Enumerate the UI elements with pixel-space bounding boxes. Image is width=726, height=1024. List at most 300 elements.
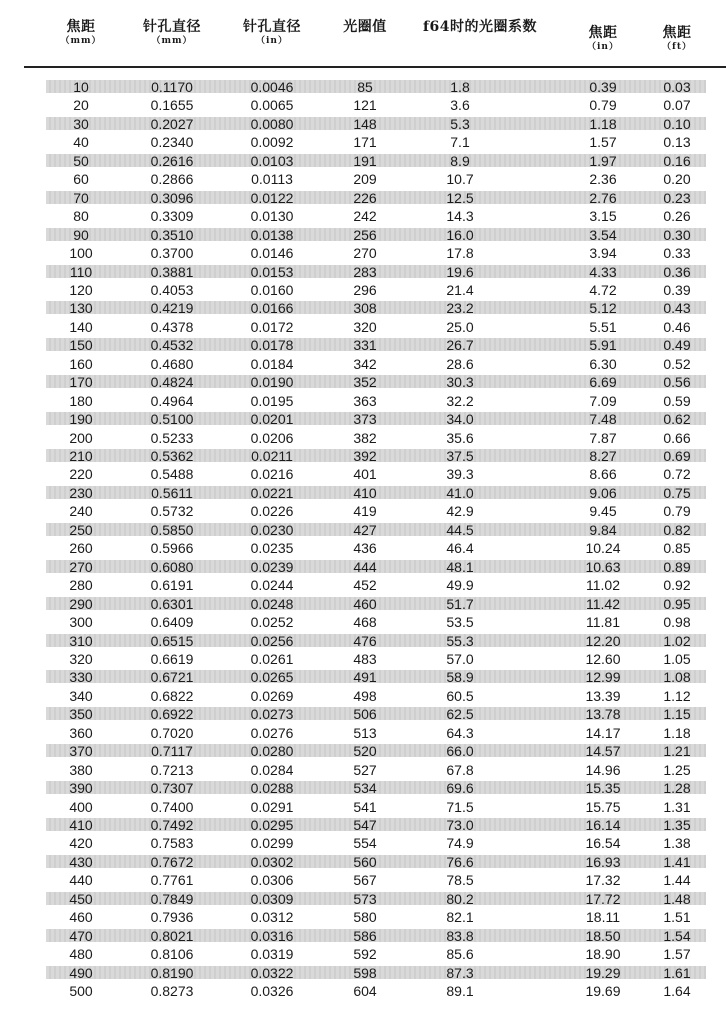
table-cell: 170 (69, 374, 93, 391)
table-cell: 1.21 (663, 743, 691, 760)
table-cell: 0.7583 (150, 835, 194, 852)
table-cell: 419 (353, 503, 377, 520)
table-row (0, 299, 726, 317)
table-cell: 9.45 (589, 503, 617, 520)
table-row (0, 392, 726, 410)
table-cell: 1.57 (589, 134, 617, 151)
table-cell: 0.0211 (251, 448, 293, 464)
table-cell: 8.66 (589, 466, 617, 483)
table-cell: 527 (353, 761, 377, 778)
table-row (0, 890, 726, 908)
table-cell: 110 (69, 263, 93, 280)
header-focal-length-in (578, 26, 628, 52)
table-cell: 0.0065 (250, 97, 294, 114)
table-cell: 0.39 (589, 79, 617, 95)
table-cell: 16.93 (585, 853, 621, 870)
table-cell: 1.18 (663, 724, 691, 741)
table-row (0, 871, 726, 889)
table-cell: 363 (353, 392, 377, 409)
table-cell: 1.41 (663, 853, 691, 870)
table-row (0, 410, 726, 428)
table-cell: 87.3 (446, 964, 474, 981)
table-row (0, 484, 726, 502)
table-cell: 73.0 (446, 817, 474, 833)
table-cell: 0.85 (663, 540, 691, 557)
table-row (0, 226, 726, 244)
table-cell: 1.64 (663, 983, 691, 1000)
table-cell: 0.0265 (250, 669, 294, 686)
table-cell: 4.72 (589, 281, 617, 298)
table-cell: 11.42 (586, 595, 620, 612)
table-cell: 410 (353, 484, 377, 501)
table-row (0, 650, 726, 668)
table-row (0, 964, 726, 982)
table-cell: 12.20 (585, 632, 621, 649)
table-cell: 0.33 (663, 245, 691, 262)
table-row (0, 355, 726, 373)
table-cell: 85 (357, 79, 373, 95)
table-cell: 0.0291 (250, 798, 294, 815)
table-cell: 19.6 (446, 263, 474, 280)
table-cell: 0.2027 (150, 115, 194, 132)
table-cell: 0.0113 (251, 171, 293, 188)
table-cell: 0.95 (663, 595, 691, 612)
table-cell: 32.2 (446, 392, 474, 409)
table-cell: 57.0 (446, 650, 474, 667)
table-cell: 0.8106 (150, 946, 194, 963)
table-cell: 0.7307 (150, 780, 194, 797)
table-cell: 506 (353, 706, 377, 723)
header-unit: （mm） (151, 36, 193, 46)
table-cell: 10.7 (446, 171, 474, 188)
table-cell: 1.25 (663, 761, 691, 778)
table-cell: 604 (353, 983, 377, 1000)
table-cell: 64.3 (446, 724, 474, 741)
table-cell: 420 (69, 835, 93, 852)
table-cell: 0.4824 (150, 374, 194, 391)
table-cell: 427 (353, 521, 377, 538)
table-cell: 17.32 (585, 872, 621, 889)
table-cell: 49.9 (446, 577, 474, 594)
table-cell: 53.5 (446, 614, 474, 631)
table-cell: 3.6 (450, 97, 470, 114)
table-cell: 0.39 (663, 281, 691, 298)
table-cell: 490 (69, 964, 93, 981)
table-row (0, 705, 726, 723)
header-label: 焦距 (662, 25, 692, 41)
table-row (0, 189, 726, 207)
table-row (0, 244, 726, 262)
header-focal-length-ft (652, 26, 702, 52)
table-cell: 80 (73, 208, 89, 225)
table-cell: 592 (353, 946, 377, 963)
table-row (0, 632, 726, 650)
table-cell: 210 (69, 448, 93, 464)
table-cell: 42.9 (446, 503, 474, 520)
table-cell: 209 (353, 171, 377, 188)
header-divider (24, 66, 726, 68)
table-cell: 226 (353, 189, 377, 206)
table-cell: 74.9 (446, 835, 474, 852)
header-unit: （in） (587, 42, 619, 52)
table-cell: 0.0276 (250, 724, 294, 741)
table-cell: 18.11 (586, 909, 620, 926)
table-cell: 17.72 (585, 890, 621, 907)
table-cell: 18.50 (585, 927, 621, 944)
table-cell: 370 (69, 743, 93, 760)
table-cell: 70 (73, 189, 89, 206)
table-cell: 401 (353, 466, 377, 483)
table-cell: 1.31 (663, 798, 691, 815)
table-row (0, 539, 726, 557)
table-cell: 573 (353, 890, 377, 907)
header-unit: （mm） (60, 36, 102, 46)
table-cell: 16.14 (585, 817, 621, 833)
header-label: 光圈值 (343, 19, 387, 35)
table-row (0, 465, 726, 483)
table-row (0, 133, 726, 151)
table-cell: 400 (69, 798, 93, 815)
table-cell: 500 (69, 983, 93, 1000)
table-cell: 0.0184 (250, 355, 294, 372)
table-cell: 37.5 (446, 448, 474, 464)
table-cell: 150 (69, 337, 93, 354)
header-f-number (335, 20, 395, 34)
table-cell: 12.99 (585, 669, 621, 686)
table-row (0, 945, 726, 963)
table-cell: 0.4680 (150, 355, 194, 372)
table-cell: 35.6 (446, 429, 474, 446)
header-label: 焦距 (588, 25, 618, 41)
table-cell: 1.35 (663, 817, 691, 833)
table-cell: 0.0201 (250, 411, 294, 428)
table-cell: 0.0221 (250, 484, 294, 501)
table-row (0, 115, 726, 133)
table-cell: 460 (69, 909, 93, 926)
table-row (0, 207, 726, 225)
table-cell: 0.4219 (150, 300, 194, 317)
table-cell: 0.7849 (150, 890, 194, 907)
table-cell: 480 (69, 946, 93, 963)
table-cell: 0.0153 (250, 263, 294, 280)
table-cell: 16.54 (585, 835, 621, 852)
table-cell: 69.6 (446, 780, 474, 797)
table-cell: 0.5611 (151, 484, 193, 501)
table-cell: 13.78 (585, 706, 621, 723)
table-cell: 444 (353, 558, 377, 575)
table-cell: 0.3309 (150, 208, 194, 225)
table-cell: 0.75 (663, 484, 691, 501)
table-cell: 7.48 (589, 411, 617, 428)
table-cell: 1.51 (663, 909, 691, 926)
table-cell: 1.28 (663, 780, 691, 797)
table-cell: 0.7020 (150, 724, 194, 741)
table-cell: 320 (353, 318, 377, 335)
table-cell: 0.46 (663, 318, 691, 335)
table-cell: 230 (69, 484, 93, 501)
table-cell: 0.0295 (250, 817, 294, 833)
table-cell: 270 (69, 558, 93, 575)
table-cell: 0.6822 (150, 687, 194, 704)
table-cell: 0.4532 (150, 337, 194, 354)
table-cell: 0.79 (663, 503, 691, 520)
table-cell: 342 (353, 355, 377, 372)
table-row (0, 96, 726, 114)
table-cell: 66.0 (446, 743, 474, 760)
table-cell: 0.43 (663, 300, 691, 317)
table-cell: 300 (69, 614, 93, 631)
table-cell: 0.59 (663, 392, 691, 409)
table-cell: 450 (69, 890, 93, 907)
table-row (0, 908, 726, 926)
table-cell: 55.3 (446, 632, 474, 649)
table-cell: 16.0 (446, 226, 474, 243)
table-row (0, 576, 726, 594)
table-cell: 0.0302 (250, 853, 294, 870)
table-cell: 62.5 (446, 706, 474, 723)
table-cell: 0.0239 (250, 558, 294, 575)
table-cell: 48.1 (446, 558, 474, 575)
table-row (0, 742, 726, 760)
table-cell: 1.57 (663, 946, 691, 963)
table-cell: 44.5 (446, 521, 474, 538)
table-cell: 15.35 (585, 780, 621, 797)
table-cell: 256 (353, 226, 377, 243)
table-cell: 25.0 (446, 318, 474, 335)
table-cell: 10.24 (585, 540, 621, 557)
table-cell: 0.6922 (150, 706, 194, 723)
table-cell: 382 (353, 429, 377, 446)
table-cell: 567 (353, 872, 377, 889)
table-cell: 513 (353, 724, 377, 741)
table-cell: 1.61 (663, 964, 691, 981)
table-cell: 0.8021 (150, 927, 194, 944)
table-cell: 12.5 (446, 189, 474, 206)
table-cell: 330 (69, 669, 93, 686)
table-cell: 0.2616 (150, 152, 194, 169)
table-row (0, 853, 726, 871)
table-row (0, 687, 726, 705)
table-cell: 0.7213 (150, 761, 194, 778)
table-cell: 40 (73, 134, 89, 151)
table-cell: 3.54 (589, 226, 617, 243)
table-cell: 0.0299 (250, 835, 294, 852)
table-cell: 26.7 (446, 337, 474, 354)
table-cell: 5.51 (589, 318, 617, 335)
table-cell: 373 (353, 411, 377, 428)
table-cell: 14.17 (585, 724, 621, 741)
table-cell: 18.90 (585, 946, 621, 963)
table-cell: 0.0160 (250, 281, 294, 298)
table-cell: 360 (69, 724, 93, 741)
header-label: 焦距 (66, 19, 96, 35)
table-cell: 30 (73, 115, 89, 132)
table-cell: 0.7400 (150, 798, 194, 815)
table-cell: 0.0146 (250, 245, 294, 262)
table-row (0, 318, 726, 336)
table-cell: 130 (69, 300, 93, 317)
table-cell: 0.13 (663, 134, 691, 151)
table-cell: 0.26 (663, 208, 691, 225)
table-cell: 0.69 (663, 448, 691, 464)
table-row (0, 724, 726, 742)
header-label: 针孔直径 (143, 19, 201, 35)
table-cell: 60.5 (446, 687, 474, 704)
table-cell: 470 (69, 927, 93, 944)
table-cell: 0.66 (663, 429, 691, 446)
table-cell: 191 (353, 152, 377, 169)
table-cell: 0.5488 (150, 466, 194, 483)
table-cell: 0.5966 (150, 540, 194, 557)
header-pinhole-diameter-mm (136, 20, 208, 46)
table-cell: 7.09 (589, 392, 617, 409)
table-cell: 0.0322 (250, 964, 294, 981)
table-cell: 0.5850 (150, 521, 194, 538)
table-cell: 13.39 (585, 687, 621, 704)
table-cell: 71.5 (446, 798, 474, 815)
table-cell: 0.0316 (250, 927, 294, 944)
table-cell: 0.0288 (250, 780, 294, 797)
table-cell: 0.79 (589, 97, 617, 114)
table-cell: 58.9 (446, 669, 474, 686)
header-unit: （in） (256, 36, 288, 46)
table-row (0, 170, 726, 188)
table-cell: 598 (353, 964, 377, 981)
table-cell: 1.44 (663, 872, 691, 889)
table-cell: 580 (353, 909, 377, 926)
table-cell: 0.4053 (150, 281, 194, 298)
table-cell: 340 (69, 687, 93, 704)
table-cell: 0.92 (663, 577, 691, 594)
table-cell: 0.0195 (250, 392, 294, 409)
table-cell: 90 (73, 226, 89, 243)
table-cell: 0.5233 (150, 429, 194, 446)
table-cell: 1.08 (663, 669, 691, 686)
table-cell: 352 (353, 374, 377, 391)
table-cell: 240 (69, 503, 93, 520)
table-cell: 0.0130 (250, 208, 294, 225)
table-cell: 7.87 (589, 429, 617, 446)
table-header (0, 0, 726, 66)
table-cell: 140 (69, 318, 93, 335)
table-cell: 15.75 (585, 798, 621, 815)
table-cell: 46.4 (446, 540, 474, 557)
table-row (0, 798, 726, 816)
table-cell: 1.18 (589, 115, 617, 132)
table-cell: 82.1 (446, 909, 474, 926)
table-cell: 89.1 (446, 983, 474, 1000)
table-cell: 242 (353, 208, 377, 225)
table-cell: 390 (69, 780, 93, 797)
header-pinhole-diameter-in (236, 20, 308, 46)
table-cell: 0.49 (663, 337, 691, 354)
table-cell: 2.36 (589, 171, 617, 188)
table-row (0, 595, 726, 613)
table-cell: 0.0103 (250, 152, 294, 169)
table-row (0, 447, 726, 465)
table-cell: 283 (353, 263, 377, 280)
table-row (0, 152, 726, 170)
table-cell: 3.94 (589, 245, 617, 262)
table-row (0, 263, 726, 281)
table-row (0, 336, 726, 354)
table-cell: 180 (69, 392, 93, 409)
table-cell: 0.7761 (150, 872, 194, 889)
table-cell: 120 (69, 281, 93, 298)
table-cell: 67.8 (446, 761, 474, 778)
table-cell: 5.91 (589, 337, 617, 354)
table-cell: 0.6191 (150, 577, 194, 594)
table-cell: 1.15 (663, 706, 691, 723)
table-cell: 1.05 (663, 650, 691, 667)
table-cell: 0.6301 (150, 595, 194, 612)
table-cell: 452 (353, 577, 377, 594)
table-row (0, 521, 726, 539)
header-f64-factor (410, 20, 550, 34)
table-cell: 10 (73, 79, 89, 95)
table-cell: 51.7 (446, 595, 474, 612)
table-cell: 250 (69, 521, 93, 538)
table-cell: 41.0 (446, 484, 474, 501)
table-cell: 1.8 (450, 79, 470, 95)
table-row (0, 558, 726, 576)
table-cell: 0.62 (663, 411, 691, 428)
table-row (0, 816, 726, 834)
table-cell: 0.0226 (250, 503, 294, 520)
table-cell: 0.4378 (150, 318, 194, 335)
table-cell: 460 (353, 595, 377, 612)
table-cell: 148 (353, 115, 377, 132)
table-cell: 34.0 (446, 411, 474, 428)
table-cell: 331 (353, 337, 377, 354)
table-cell: 1.97 (589, 152, 617, 169)
table-cell: 8.9 (450, 152, 470, 169)
table-cell: 1.54 (663, 927, 691, 944)
table-cell: 0.72 (663, 466, 691, 483)
table-cell: 0.0190 (250, 374, 294, 391)
table-cell: 270 (353, 245, 377, 262)
table-cell: 0.2866 (150, 171, 194, 188)
table-cell: 0.56 (663, 374, 691, 391)
table-row (0, 668, 726, 686)
table-row (0, 779, 726, 797)
table-cell: 28.6 (446, 355, 474, 372)
table-cell: 0.0284 (250, 761, 294, 778)
table-cell: 350 (69, 706, 93, 723)
table-cell: 1.38 (663, 835, 691, 852)
table-cell: 0.0244 (250, 577, 294, 594)
table-cell: 491 (353, 669, 377, 686)
table-cell: 11.81 (586, 614, 620, 631)
table-cell: 1.02 (663, 632, 691, 649)
table-row (0, 281, 726, 299)
table-row (0, 613, 726, 631)
table-row (0, 834, 726, 852)
table-cell: 468 (353, 614, 377, 631)
table-cell: 0.0092 (250, 134, 294, 151)
table-cell: 14.3 (446, 208, 474, 225)
table-cell: 0.0326 (250, 983, 294, 1000)
table-cell: 17.8 (446, 245, 474, 262)
table-cell: 0.6409 (150, 614, 194, 631)
table-cell: 534 (353, 780, 377, 797)
table-cell: 19.69 (585, 983, 621, 1000)
table-cell: 0.89 (663, 558, 691, 575)
table-cell: 440 (69, 872, 93, 889)
table-cell: 9.84 (589, 521, 617, 538)
table-cell: 0.6619 (150, 650, 194, 667)
table-cell: 6.30 (589, 355, 617, 372)
